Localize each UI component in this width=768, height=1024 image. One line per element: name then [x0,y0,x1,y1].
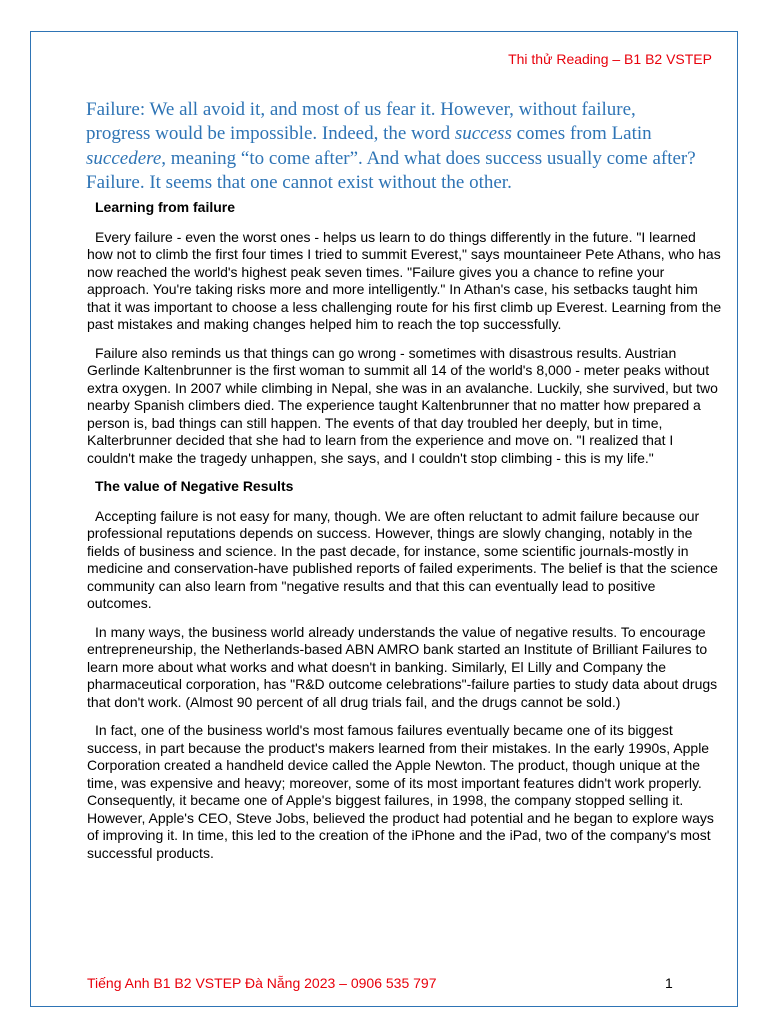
intro-text-1: Failure: We all avoid it, and most of us fear it. However, without failure, progress would be impossible. Indeed, the word [86,99,636,145]
footer-note: Tiếng Anh B1 B2 VSTEP Đà Nẵng 2023 – 0906 535 797 [87,975,437,991]
paragraph-5: In fact, one of the business world's most famous failures eventually became one of its biggest success, in part because the product's makers learned from their mistakes. In the early 1990s, Apple Corporation created a handheld device called the Apple Newton. The product, though unique at the time, was expensive and heavy; moreover, some of its most important features didn't work properly. Consequently, it became one of Apple's biggest failures, in 1998, the company stopped selling it. However, Apple's CEO, Steve Jobs, believed the product had potential and he began to explore ways of improving it. In time, this led to the creation of the iPhone and the iPad, two of the company's most successful products. [87,722,714,861]
section-heading-value: The value of Negative Results [95,478,294,494]
paragraph-4: In many ways, the business world already understands the value of negative results. To encourage entrepreneurship, the Netherlands-based ABN AMRO bank started an Institute of Brilliant Failures to learn more about what works and what doesn't in banking. Similarly, El Lilly and Company the pharmaceutical corporation, has "R&D outcome celebrations"-failure parties to study data about drugs that don't work. (Almost 90 percent of all drug trials fail, and the drugs cannot be sold.) [87,623,718,710]
page-number: 1 [665,975,673,991]
paragraph-2: Failure also reminds us that things can go wrong - sometimes with disastrous results. Austrian Gerlinde Kaltenbrunner is the first woman to summit all 14 of the world's 8,000 - meter peaks without extra oxygen. In 2007 while climbing in Nepal, she was in an avalanche. Luckily, she survived, but two nearby Spanish climbers died. The experience taught Kaltenbrunner that no matter how prepared a person is, bad things can still happen. The events of that day troubled her deeply, but in time, Kalterbrunner decided that she had to learn from the experience and move on. "I realized that I couldn't make the tragedy unhappen, she says, and I couldn't stop climbing - this is my life." [87,344,718,466]
intro-word-succedere: succedere [86,147,162,169]
intro-paragraph [86,98,700,195]
paragraph-1: Every failure - even the worst ones - helps us learn to do things differently in the future. "I learned how not to climb the first four times I tried to summit Everest," says mountaineer Pete Athans, who has now reached the world's highest peak seven times. "Failure gives you a chance to refine your approach. You're taking risks more and more intelligently." In Athan's case, his setbacks taught him that it was important to choose a less challenging route for his first climb up Everest. Learning from the past mistakes and making changes helped him to reach the top successfully. [87,228,722,332]
article-body [87,199,723,873]
paragraph-3: Accepting failure is not easy for many, though. We are often reluctant to admit failure because our professional reputations depends on success. However, things are slowly changing, notably in the fields of business and science. In the past decade, for instance, some scientific journals-mostly in medicine and conservation-have published reports of failed experiments. The belief is that the science community can also learn from "negative results and that this can eventually lead to positive outcomes. [87,507,718,611]
intro-text-2: comes from Latin [511,123,652,145]
intro-text-3: , meaning “to come after”. And what does success usually come after? Failure. It seems that one cannot exist without the other. [86,147,696,193]
section-heading-learning: Learning from failure [95,199,236,215]
header-note: Thi thử Reading – B1 B2 VSTEP [508,51,712,67]
intro-word-success: success [454,123,512,145]
